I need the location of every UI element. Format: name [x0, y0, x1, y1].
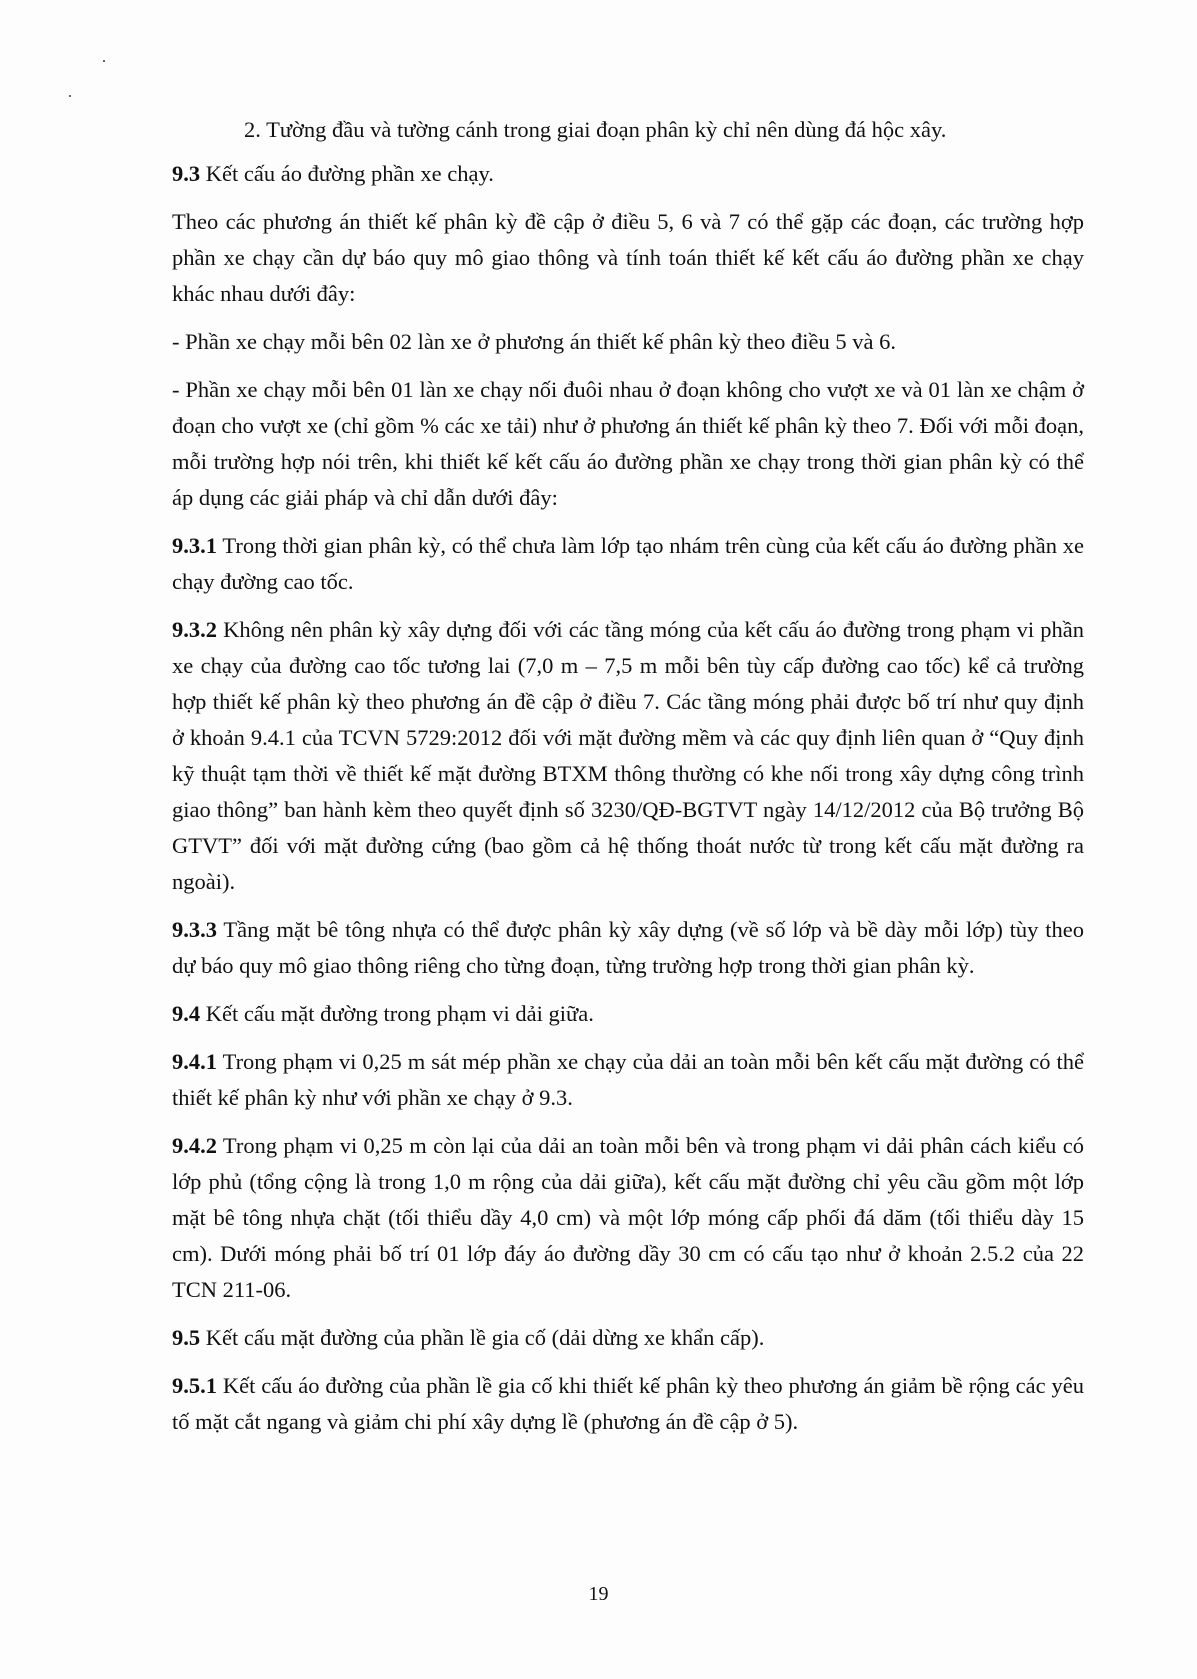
- section-number: 9.3.2: [172, 617, 217, 642]
- bullet-item: [172, 324, 1084, 360]
- paragraph-text: 2. Tường đầu và tường cánh trong giai đoạn phân kỳ chỉ nên dùng đá hộc xây.: [244, 117, 947, 142]
- section-9-3: [172, 156, 1084, 192]
- page-number: 19: [588, 1583, 609, 1605]
- section-number: 9.4.2: [172, 1133, 217, 1158]
- section-title: Kết cấu mặt đường trong phạm vi dải giữa.: [200, 1001, 594, 1026]
- paragraph-2: [172, 112, 1084, 148]
- bullet-text: - Phần xe chạy mỗi bên 02 làn xe ở phương án thiết kế phân kỳ theo điều 5 và 6.: [172, 329, 896, 354]
- scan-speck: [69, 95, 71, 97]
- section-number: 9.3: [172, 161, 201, 186]
- section-text: Trong phạm vi 0,25 m còn lại của dải an toàn mỗi bên và trong phạm vi dải phân cách kiểu có lớp phủ (tổng cộng là trong 1,0 m rộng của dải giữa), kết cấu mặt đường chỉ yêu cầu gồm một lớp mặt bê tông nhựa chặt (tối thiểu dầy 4,0 cm) và một lớp móng cấp phối đá dăm (tối thiểu dày 15 cm). Dưới móng phải bố trí 01 lớp đáy áo đường dầy 30 cm có cấu tạo như ở khoản 2.5.2 của 22 TCN 211-06.: [172, 1133, 1084, 1302]
- bullet-text: - Phần xe chạy mỗi bên 01 làn xe chạy nối đuôi nhau ở đoạn không cho vượt xe và 01 làn xe chậm ở đoạn cho vượt xe (chỉ gồm % các xe tải) như ở phương án thiết kế phân kỳ theo 7. Đối với mỗi đoạn, mỗi trường hợp nói trên, khi thiết kế kết cấu áo đường phần xe chạy trong thời gian phân kỳ có thể áp dụng các giải pháp và chỉ dẫn dưới đây:: [172, 377, 1084, 510]
- page-body: [172, 112, 1084, 1452]
- section-text: Tầng mặt bê tông nhựa có thể được phân kỳ xây dựng (về số lớp và bề dày mỗi lớp) tùy theo dự báo quy mô giao thông riêng cho từng đoạn, từng trường hợp trong thời gian phân kỳ.: [172, 917, 1084, 978]
- section-text: Kết cấu áo đường của phần lề gia cố khi thiết kế phân kỳ theo phương án giảm bề rộng các yêu tố mặt cắt ngang và giảm chi phí xây dựng lề (phương án đề cập ở 5).: [172, 1373, 1084, 1434]
- scan-speck: [103, 60, 105, 62]
- section-number: 9.4: [172, 1001, 201, 1026]
- section-9-4-2: [172, 1128, 1084, 1308]
- section-9-5-1: [172, 1368, 1084, 1440]
- section-text: Không nên phân kỳ xây dựng đối với các tầng móng của kết cấu áo đường trong phạm vi phần xe chạy của đường cao tốc tương lai (7,0 m – 7,5 m mỗi bên tùy cấp đường cao tốc) kể cả trường hợp thiết kế phân kỳ theo phương án đề cập ở điều 7. Các tầng móng phải được bố trí như quy định ở khoản 9.4.1 của TCVN 5729:2012 đối với mặt đường mềm và các quy định liên quan ở “Quy định kỹ thuật tạm thời về thiết kế mặt đường BTXM thông thường có khe nối trong xây dựng công trình giao thông” ban hành kèm theo quyết định số 3230/QĐ-BGTVT ngày 14/12/2012 của Bộ trưởng Bộ GTVT” đối với mặt đường cứng (bao gồm cả hệ thống thoát nước từ trong kết cấu mặt đường ra ngoài).: [172, 617, 1084, 894]
- section-title: Kết cấu mặt đường của phần lề gia cố (dải dừng xe khẩn cấp).: [200, 1325, 765, 1350]
- section-9-5: [172, 1320, 1084, 1356]
- section-title: Kết cấu áo đường phần xe chạy.: [200, 161, 494, 186]
- section-text: Trong phạm vi 0,25 m sát mép phần xe chạy của dải an toàn mỗi bên kết cấu mặt đường có thể thiết kế phân kỳ như với phần xe chạy ở 9.3.: [172, 1049, 1084, 1110]
- section-number: 9.5.1: [172, 1373, 217, 1398]
- paragraph-intro: [172, 204, 1084, 312]
- section-number: 9.4.1: [172, 1049, 217, 1074]
- section-9-4: [172, 996, 1084, 1032]
- section-number: 9.3.3: [172, 917, 217, 942]
- section-9-3-3: [172, 912, 1084, 984]
- bullet-item: [172, 372, 1084, 516]
- section-number: 9.3.1: [172, 533, 217, 558]
- section-text: Trong thời gian phân kỳ, có thể chưa làm lớp tạo nhám trên cùng của kết cấu áo đường phần xe chạy đường cao tốc.: [172, 533, 1084, 594]
- section-9-4-1: [172, 1044, 1084, 1116]
- section-9-3-1: [172, 528, 1084, 600]
- section-number: 9.5: [172, 1325, 201, 1350]
- section-9-3-2: [172, 612, 1084, 900]
- paragraph-text: Theo các phương án thiết kế phân kỳ đề cập ở điều 5, 6 và 7 có thể gặp các đoạn, các trường hợp phần xe chạy cần dự báo quy mô giao thông và tính toán thiết kế kết cấu áo đường phần xe chạy khác nhau dưới đây:: [172, 209, 1084, 306]
